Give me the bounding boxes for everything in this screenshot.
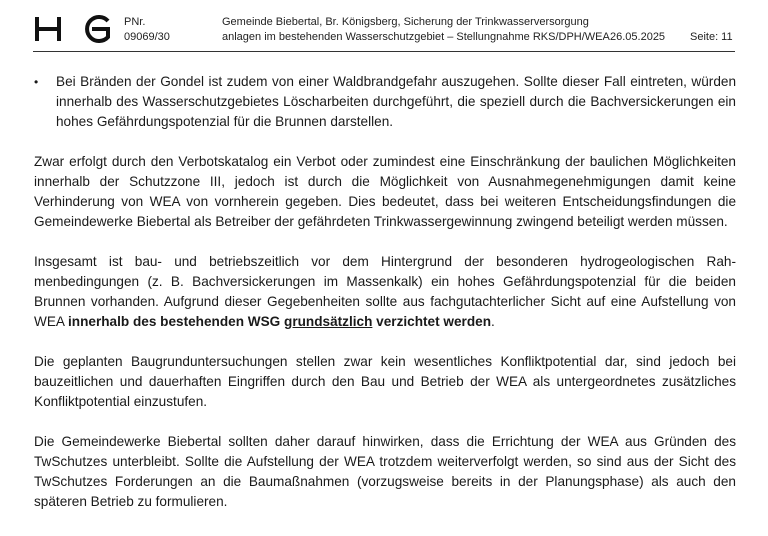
paragraph-2-bold-1: innerhalb des bestehenden WSG (68, 314, 285, 329)
project-number (124, 15, 170, 45)
paragraph-2-text: Insgesamt ist bau- und betriebszeitlich vor dem Hintergrund der besonderen hydrogeologischen Rahmenbedingungen (z. B. Bachversickerungen im Massenkalk) ein hohes Gefährdungspotenzial für die beiden Brunnen vorhanden. Aufgrund dieser Gegebenheiten sollte aus fachgutachterlicher Sicht auf eine Aufstellung von WEA (34, 254, 736, 329)
paragraph-2-underlined: grundsätzlich (284, 314, 373, 329)
project-number-label: PNr. (124, 16, 146, 28)
page-number: Seite: 11 (690, 31, 733, 43)
paragraph-3: Die geplanten Baugrunduntersuchungen stellen zwar kein wesentliches Konfliktpotential dar, sind jedoch bei bauzeitlichen und dauerhaften Eingriffen durch den Bau und Betrieb der WEA als untergeordnetes zusätzliches Konfliktpotential einzustufen. (34, 354, 736, 409)
page-header (0, 0, 768, 52)
document-body (34, 72, 736, 532)
bullet-marker: • (34, 75, 39, 89)
company-logo (34, 15, 112, 43)
header-divider (33, 51, 735, 52)
project-title-line-1: Gemeinde Biebertal, Br. Königsberg, Sicherung der Trinkwasserversorgung (222, 16, 589, 28)
project-number-value: 09069/30 (124, 31, 170, 43)
project-title-line-2: anlagen im bestehenden Wasserschutzgebiet – Stellungnahme RKS/DPH/WEA (222, 31, 610, 43)
paragraph-2-end: . (491, 314, 495, 329)
paragraph-2-bold-2: verzichtet werden (372, 314, 492, 329)
paragraph-1: Zwar erfolgt durch den Verbotskatalog ein Verbot oder zumindest eine Einschränkung der baulichen Möglichkeiten innerhalb der Schutzzone III, jedoch ist durch die Möglichkeit von Ausnahmegenehmigungen damit keine Verhinderung von WEA von vornherein gegeben. Dies bedeutet, dass bei weiteren Entscheidungsfindungen die Gemeindewerke Biebertal als Betreiber der gefährdeten Trinkwassergewinnung zwingend beteiligt werden müssen. (34, 154, 736, 229)
project-title (222, 15, 610, 45)
bullet-text: Bei Bränden der Gondel ist zudem von einer Waldbrandgefahr auszugehen. Sollte dieser Fall eintreten, würden innerhalb des Wasserschutzgebietes Löscharbeiten durchgeführt, die speziell durch die Bachversickerungen ein hohes Gefährdungspotenzial für die Brunnen darstellen. (56, 74, 736, 129)
paragraph-2 (34, 252, 736, 332)
paragraph-2-bold-underlined (284, 314, 372, 329)
document-date: 26.05.2025 (610, 31, 666, 43)
bullet-item (34, 72, 736, 132)
paragraph-4: Die Gemeindewerke Biebertal sollten daher darauf hinwirken, dass die Errichtung der WEA aus Gründen des TwSchutzes unterbleibt. Sollte die Aufstellung der WEA trotzdem weiterverfolgt werden, so sind aus der Sicht des TwSchutzes Forderungen an die Baumaßnahmen (vorzugsweise bereits in der Planungsphase) als auch den späteren Betrieb zu formulieren. (34, 434, 736, 509)
